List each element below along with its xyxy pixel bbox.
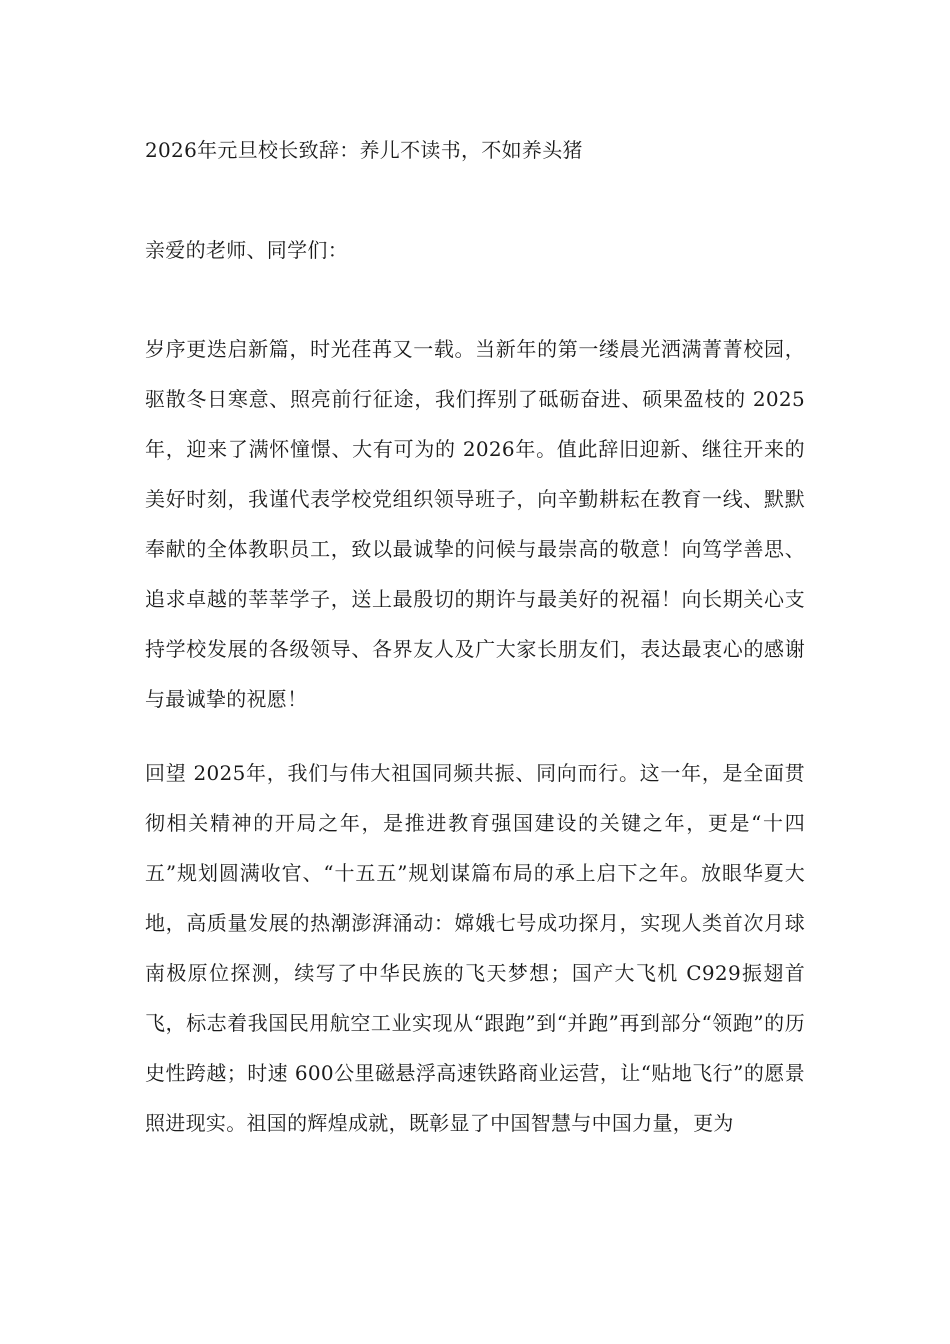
paragraph: 岁序更迭启新篇，时光荏苒又一载。当新年的第一缕晨光洒满菁菁校园，驱散冬日寒意、照亮前行征途，我们挥别了砥砺奋进、硕果盈枝的 2025年，迎来了满怀憧憬、大有可为的 2026年。值此辞旧迎新、继往开来的美好时刻，我谨代表学校党组织领导班子，向辛勤耕耘在教育一线、默默奉献的全体教职员工，致以最诚挚的问候与最崇高的敬意！向笃学善思、追求卓越的莘莘学子，送上最殷切的期许与最美好的祝福！向长期关心支持学校发展的各级领导、各界友人及广大家长朋友们，表达最衷心的感谢与最诚挚的祝愿！ [145, 337, 805, 711]
document-title: 2026年元旦校长致辞：养儿不读书，不如养头猪 [145, 138, 583, 162]
salutation: 亲爱的老师、同学们： [145, 238, 348, 262]
paragraph: 回望 2025年，我们与伟大祖国同频共振、同向而行。这一年，是全面贯彻相关精神的开局之年，是推进教育强国建设的关键之年，更是“十四五”规划圆满收官、“十五五”规划谋篇布局的承上启下之年。放眼华夏大地，高质量发展的热潮澎湃涌动：嫦娥七号成功探月，实现人类首次月球南极原位探测，续写了中华民族的飞天梦想；国产大飞机 C929振翅首飞，标志着我国民用航空工业实现从“跟跑”到“并跑”再到部分“领跑”的历史性跨越；时速 600公里磁悬浮高速铁路商业运营，让“贴地飞行”的愿景照进现实。祖国的辉煌成就，既彰显了中国智慧与中国力量，更为 [145, 761, 805, 1135]
